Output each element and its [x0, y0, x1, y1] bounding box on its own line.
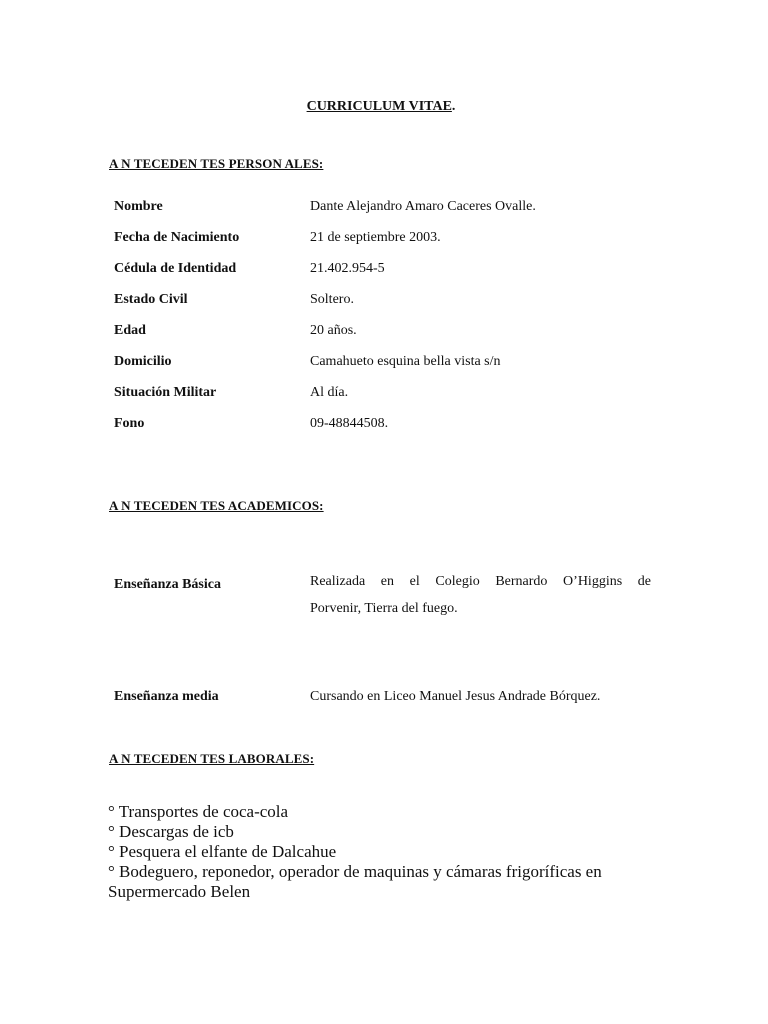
personal-label-fono: Fono — [114, 416, 145, 431]
document-title-period: . — [451, 99, 456, 114]
personal-value-situacion-militar: Al día. — [310, 385, 349, 400]
personal-label-cedula: Cédula de Identidad — [114, 261, 237, 276]
personal-value-nombre: Dante Alejandro Amaro Caceres Ovalle. — [310, 199, 536, 214]
academic-section-heading: A N TECEDEN TES ACADEMICOS: — [109, 498, 324, 513]
work-list-item: Supermercado Belen — [108, 882, 251, 901]
personal-value-cedula: 21.402.954-5 — [310, 261, 385, 276]
personal-section-heading: A N TECEDEN TES PERSON ALES: — [109, 156, 324, 171]
personal-value-fecha-nacimiento: 21 de septiembre 2003. — [310, 230, 441, 245]
academic-value-basica-line1: Realizada en el Colegio Bernardo O’Higgins de — [310, 574, 651, 589]
academic-label-media: Enseñanza media — [114, 689, 219, 704]
personal-label-edad: Edad — [114, 323, 146, 338]
academic-value-basica-line2: Porvenir, Tierra del fuego. — [310, 601, 458, 616]
personal-label-estado-civil: Estado Civil — [114, 292, 188, 307]
work-list-item: ° Bodeguero, reponedor, operador de maquinas y cámaras frigoríficas en — [108, 862, 602, 881]
personal-label-nombre: Nombre — [114, 199, 163, 214]
academic-value-media: Cursando en Liceo Manuel Jesus Andrade Bórquez. — [310, 689, 601, 704]
personal-label-fecha-nacimiento: Fecha de Nacimiento — [114, 230, 240, 245]
document-title-text: CURRICULUM VITAE — [306, 99, 452, 114]
work-section-heading: A N TECEDEN TES LABORALES: — [109, 751, 315, 766]
personal-value-estado-civil: Soltero. — [310, 292, 354, 307]
personal-value-domicilio: Camahueto esquina bella vista s/n — [310, 354, 501, 369]
work-list-item: ° Descargas de icb — [108, 822, 234, 841]
personal-value-edad: 20 años. — [310, 323, 357, 338]
document-title — [0, 99, 762, 115]
personal-label-situacion-militar: Situación Militar — [114, 385, 217, 400]
work-list-item: ° Transportes de coca-cola — [108, 802, 289, 821]
personal-label-domicilio: Domicilio — [114, 354, 172, 369]
personal-value-fono: 09-48844508. — [310, 416, 389, 431]
academic-label-basica: Enseñanza Básica — [114, 577, 221, 592]
work-list — [108, 802, 668, 902]
work-list-item: ° Pesquera el elfante de Dalcahue — [108, 842, 337, 861]
